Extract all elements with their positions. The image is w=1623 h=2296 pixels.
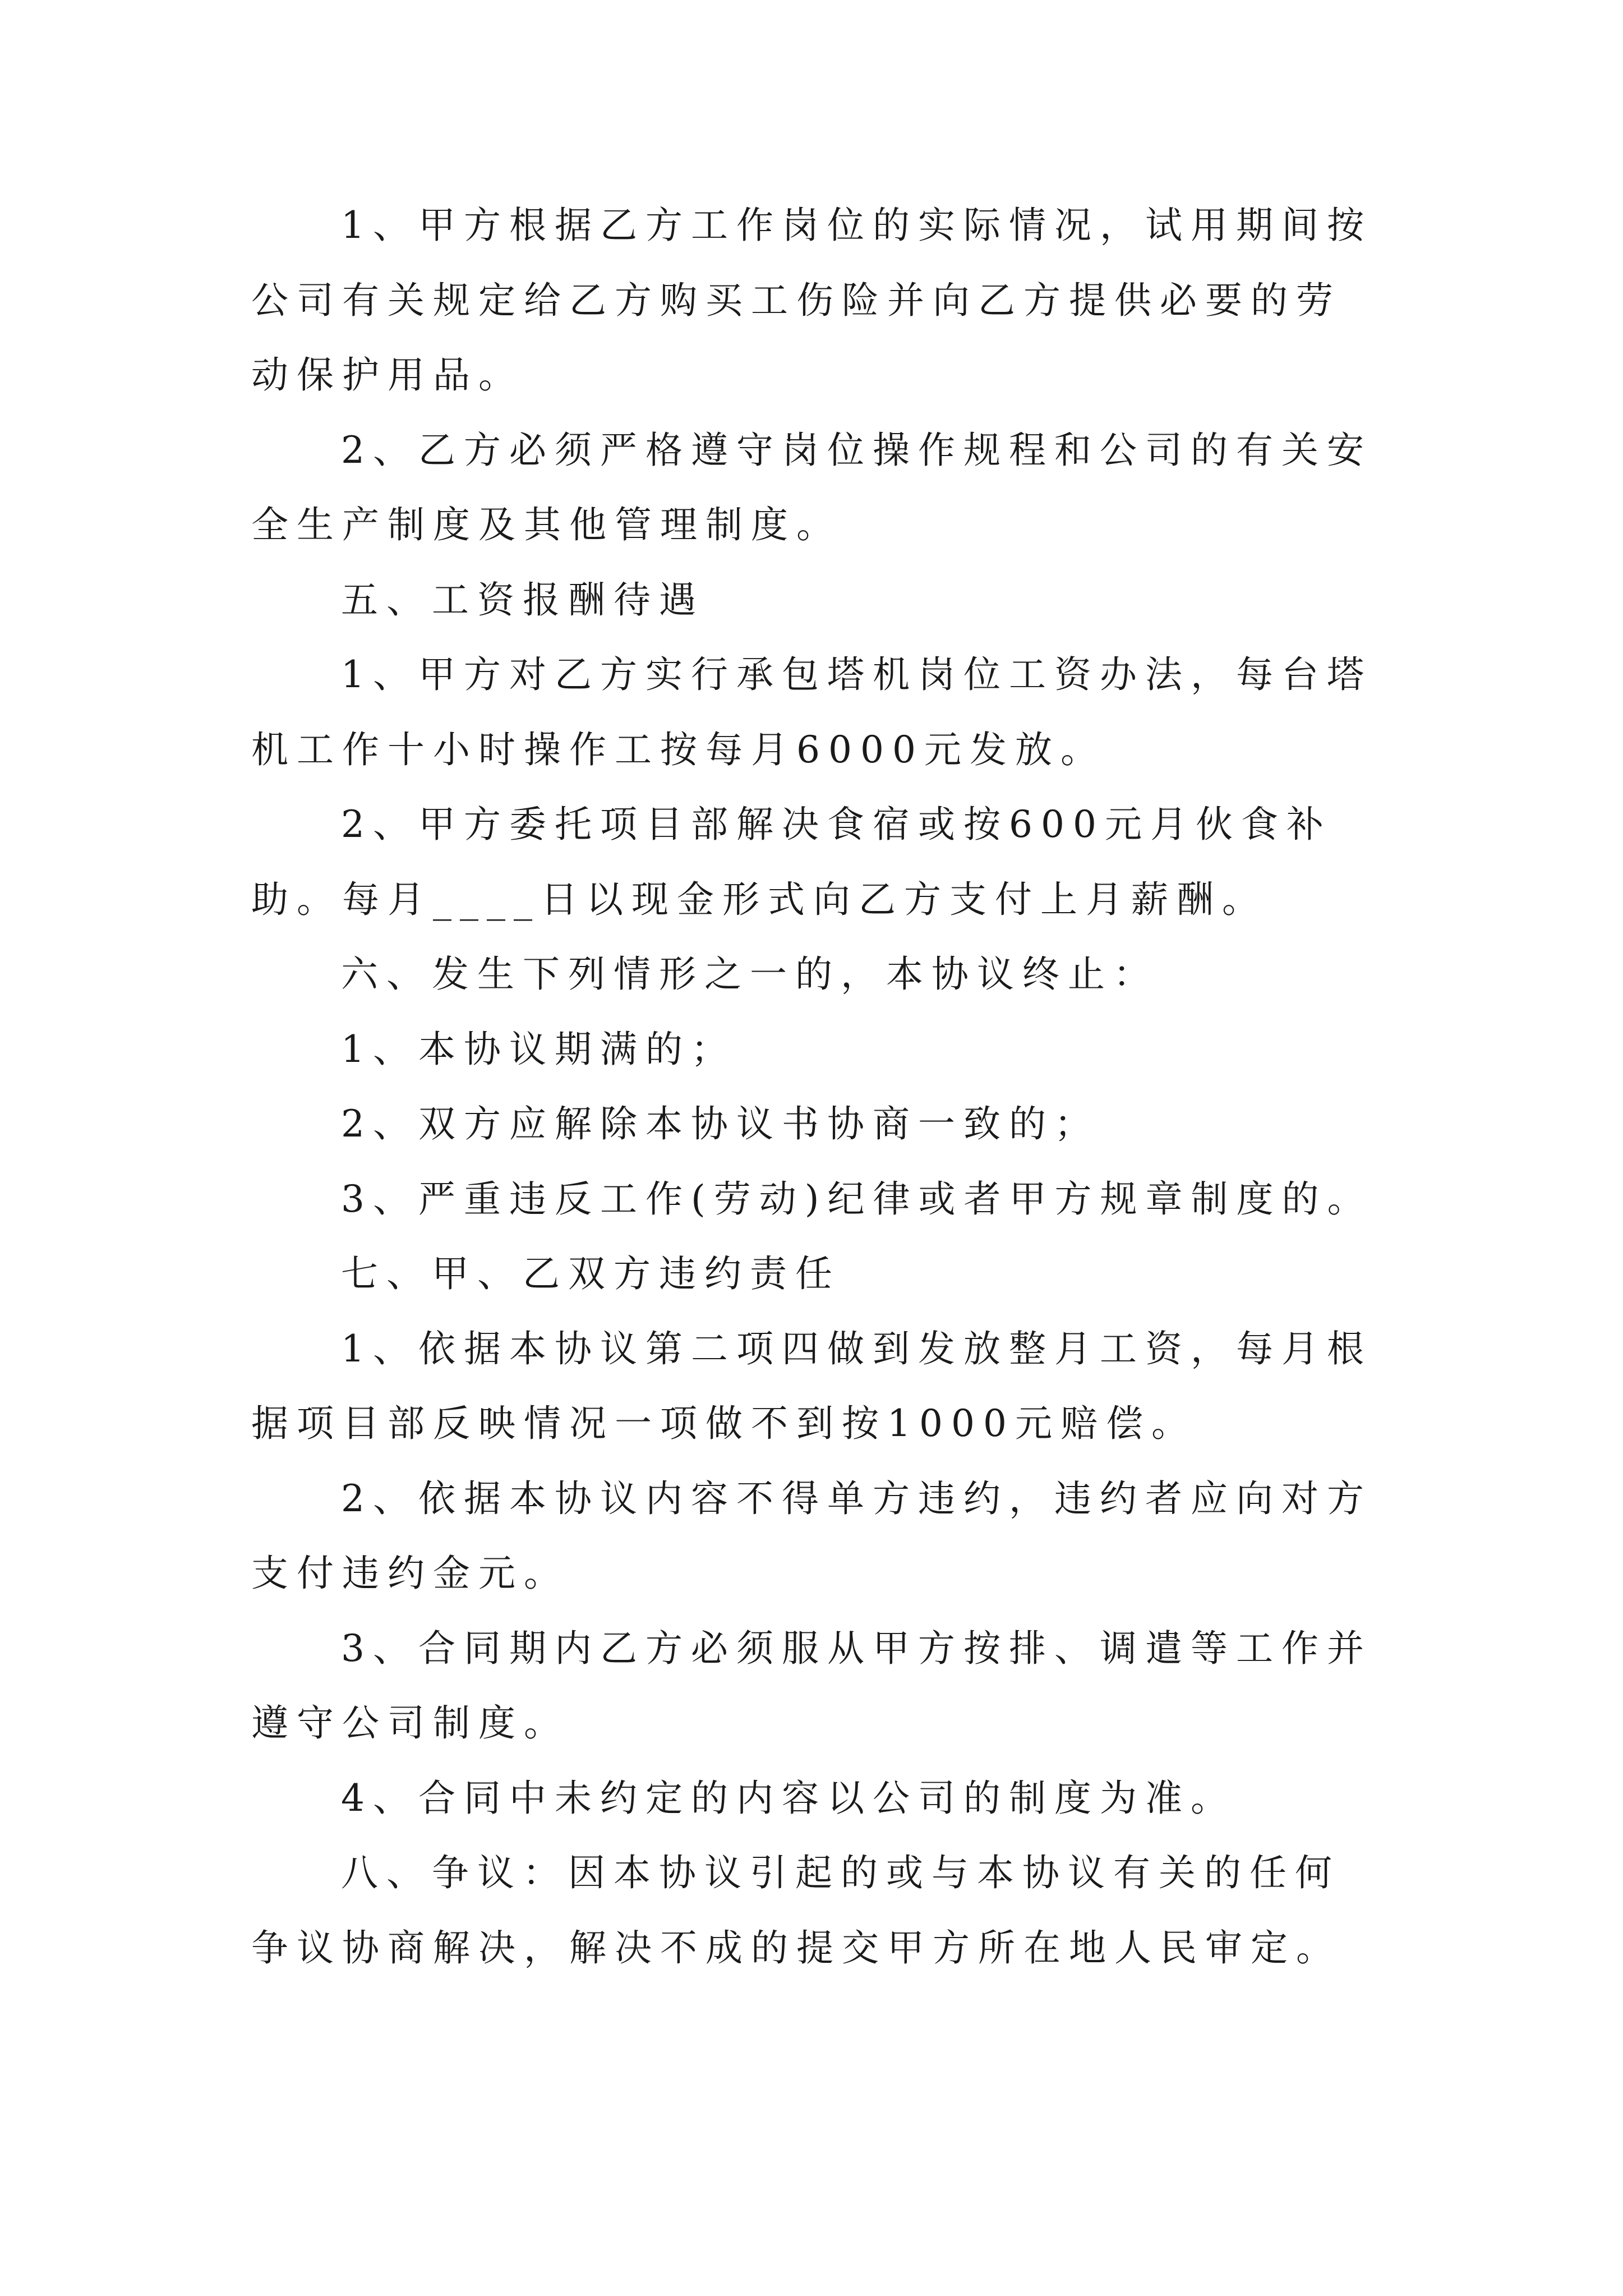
section-heading-7: 七、甲、乙双方违约责任	[341, 1252, 841, 1295]
section-heading-5: 五、工资报酬待遇	[341, 578, 704, 622]
clause-4-item-2: 2、乙方必须严格遵守岗位操作规程和公司的有关安全生产制度及其他管理制度。	[251, 428, 1372, 546]
clause-4-item-1: 1、甲方根据乙方工作岗位的实际情况，试用期间按公司有关规定给乙方购买工伤险并向乙方提供必要的劳动保护用品。	[251, 204, 1372, 397]
document-body	[251, 188, 1378, 1985]
clause-7-item-3: 3、合同期内乙方必须服从甲方按排、调遣等工作并遵守公司制度。	[251, 1626, 1372, 1745]
section-heading-6: 六、发生下列情形之一的，本协议终止：	[341, 953, 1159, 996]
clause-6-item-1: 1、本协议期满的；	[341, 1027, 736, 1071]
clause-5-item-1: 1、甲方对乙方实行承包塔机岗位工资办法，每台塔机工作十小时操作工按每月6000元发放。	[251, 653, 1372, 771]
clause-6-item-3: 3、严重违反工作(劳动)纪律或者甲方规章制度的。	[341, 1177, 1373, 1221]
section-heading-8: 八、争议：因本协议引起的或与本协议有关的任何争议协商解决，解决不成的提交甲方所在地人民审定。	[251, 1851, 1341, 1970]
clause-5-item-2: 2、甲方委托项目部解决食宿或按600元月伙食补助。每月____日以现金形式向乙方支付上月薪酬。	[251, 803, 1332, 921]
clause-7-item-2: 2、依据本协议内容不得单方违约，违约者应向对方支付违约金元。	[251, 1476, 1372, 1595]
clause-6-item-2: 2、双方应解除本协议书协商一致的；	[341, 1102, 1100, 1145]
clause-7-item-1: 1、依据本协议第二项四做到发放整月工资，每月根据项目部反映情况一项做不到按1000元赔偿。	[251, 1327, 1372, 1445]
clause-7-item-4: 4、合同中未约定的内容以公司的制度为准。	[341, 1776, 1236, 1820]
